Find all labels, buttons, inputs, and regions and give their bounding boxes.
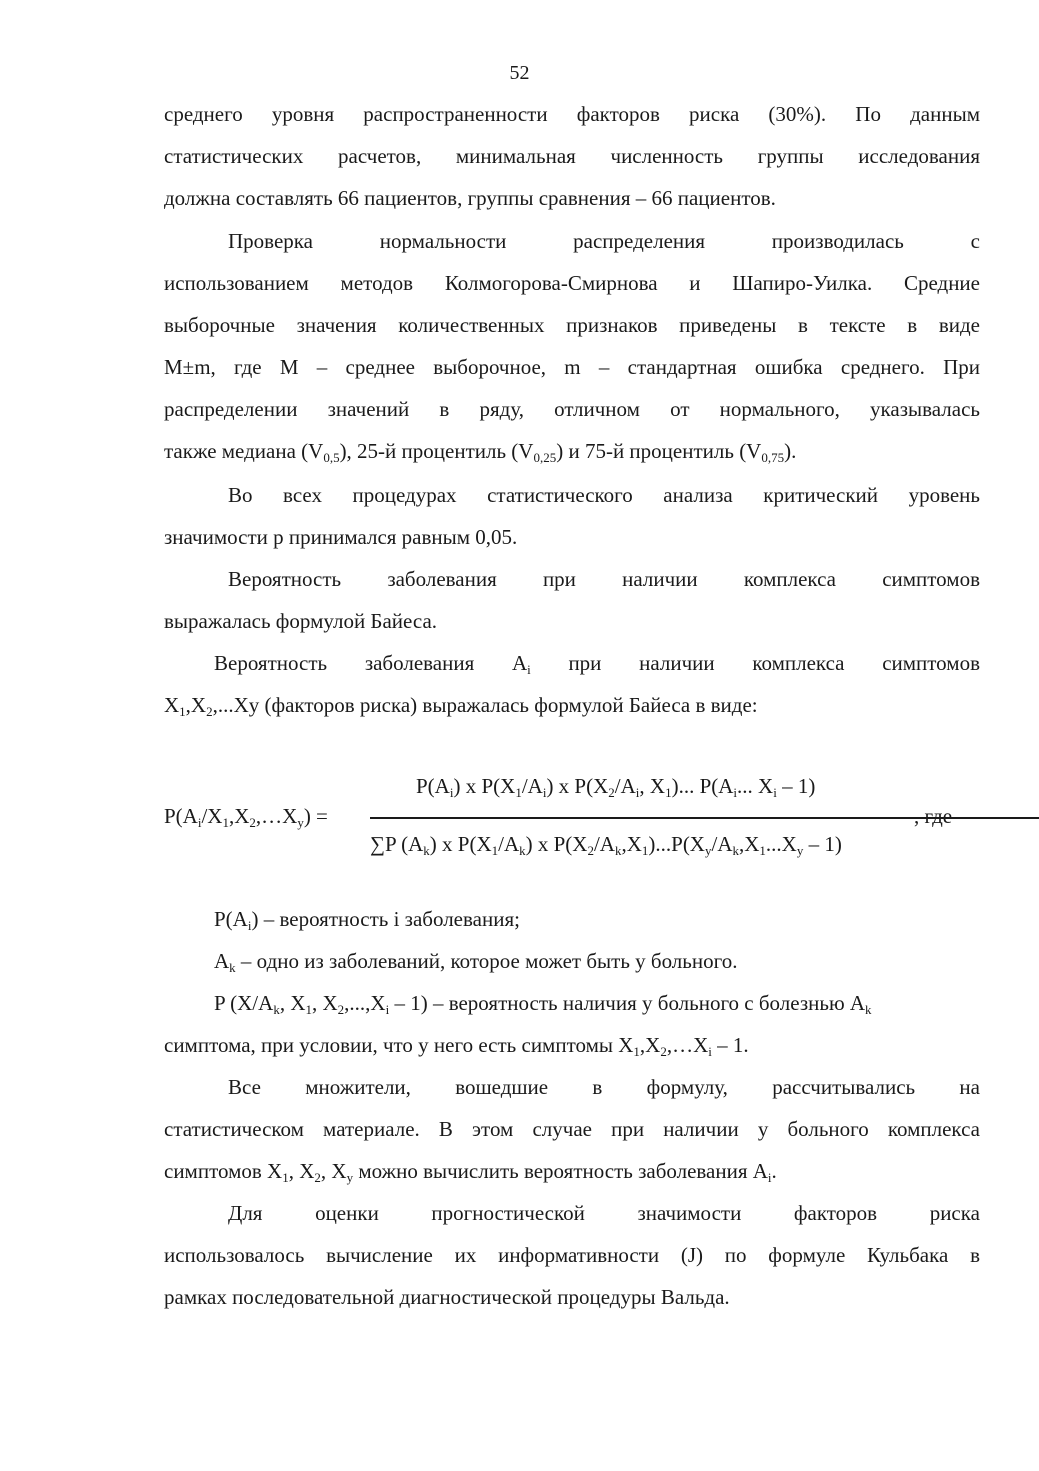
text-run: – 1) – вероятность наличия у больного с болезнью A: [389, 991, 866, 1015]
subscript: 2: [314, 1170, 321, 1185]
subscript: 2: [249, 815, 256, 830]
word: вошедшие: [455, 1075, 549, 1099]
subscript: k: [519, 843, 526, 858]
text-run: ,X: [639, 1033, 661, 1057]
text-line: [164, 135, 980, 177]
bayes-formula: [164, 770, 980, 866]
text-line: [164, 1192, 980, 1234]
text-run: – 1): [803, 832, 842, 856]
subscript: i: [527, 662, 531, 677]
text-run: симптома, при условии, что у него есть симптомы X: [164, 1033, 634, 1057]
text-line: использовалось вычисление их информативности (J) по формуле Кульбака в: [164, 1243, 980, 1267]
text-line: выборочные значения количественных признаков приведены в тексте в виде: [164, 313, 980, 337]
word: на: [959, 1075, 980, 1099]
word: Проверка: [228, 229, 313, 253]
word: значимости: [637, 1201, 742, 1225]
text-run: ,...Xy (факторов риска) выражалась формулой Байеса в виде:: [212, 693, 758, 717]
word: заболевания: [387, 567, 497, 591]
subscript: i: [449, 785, 454, 800]
subscript: 2: [206, 704, 213, 719]
text-run: можно вычислить вероятность заболевания A: [353, 1159, 768, 1183]
text-run: ).: [784, 439, 797, 463]
text-run: /A: [711, 832, 733, 856]
paragraph-7: [164, 1192, 980, 1318]
subscript: 1: [515, 785, 522, 800]
text-run: ∑P (A: [370, 832, 424, 856]
text-run: – одно из заболеваний, которое может быть у больного.: [235, 949, 738, 973]
word: в: [592, 1075, 603, 1099]
text-line: M±m, где М – среднее выборочное, m – стандартная ошибка среднего. При: [164, 355, 980, 379]
subscript: 1: [491, 843, 499, 858]
paragraph-1: [164, 93, 980, 219]
paragraph-2: [164, 220, 980, 472]
text-line: [164, 93, 980, 135]
subscript: i: [767, 1170, 772, 1185]
word: Все: [228, 1075, 261, 1099]
word: Вероятность: [214, 651, 328, 675]
text-run: ) и 75-й процентиль (V: [556, 439, 762, 463]
word: рассчитывались: [772, 1075, 916, 1099]
text-run: P(A: [164, 804, 198, 828]
text-line: [164, 642, 980, 684]
text-run: /A: [521, 774, 543, 798]
text-run: ,…X: [255, 804, 298, 828]
text-run: P (X/A: [214, 991, 274, 1015]
text-line: использованием методов Колмогорова-Смирнова и Шапиро-Уилка. Средние: [164, 271, 980, 295]
formula-lhs: [164, 804, 328, 829]
text-run: P(A: [214, 907, 248, 931]
subscript: k: [614, 843, 622, 858]
formula-numerator: [416, 774, 815, 799]
word: наличии: [639, 651, 715, 675]
text-line: рамках последовательной диагностической процедуры Вальда.: [164, 1285, 730, 1309]
text-run: ) – вероятность i заболевания;: [251, 907, 520, 931]
subscript: k: [732, 843, 739, 858]
text-run: )...P(X: [648, 832, 705, 856]
text-run: ) =: [303, 804, 328, 828]
text-line-content: статистических расчетов, минимальная численность группы исследования: [164, 144, 980, 168]
subscript: y: [704, 843, 712, 858]
subscript: i: [635, 785, 640, 800]
definition-line: [164, 898, 980, 940]
definitions: [164, 898, 980, 1066]
text-run: ) x P(X: [525, 832, 588, 856]
word: риска: [929, 1201, 980, 1225]
text-run: – 1): [776, 774, 816, 798]
paragraph-6: [164, 1066, 980, 1192]
text-run: , X: [288, 1159, 315, 1183]
text-run: ...X: [765, 832, 797, 856]
subscript: 1: [665, 785, 672, 800]
text-run: ), 25-й процентиль (V: [339, 439, 534, 463]
subscript: i: [733, 785, 738, 800]
subscript: 1: [305, 1002, 312, 1017]
text-run: ,X: [738, 832, 760, 856]
subscript: i: [385, 1002, 390, 1017]
word: оценки: [315, 1201, 379, 1225]
subscript: 1: [179, 704, 186, 719]
text-run: X: [164, 693, 180, 717]
subscript: 1: [641, 843, 649, 858]
text-line: [164, 1066, 980, 1108]
text-line: должна составлять 66 пациентов, группы сравнения – 66 пациентов.: [164, 186, 776, 210]
text-run: /A: [614, 774, 636, 798]
subscript: i: [197, 815, 202, 830]
paragraph-5: [164, 642, 980, 726]
word: при: [568, 651, 602, 675]
word: производилась: [771, 229, 904, 253]
word: формулу,: [646, 1075, 728, 1099]
subscript: y: [796, 843, 804, 858]
subscript: k: [229, 960, 236, 975]
subscript: 2: [337, 1002, 345, 1017]
text-line: распределении значений в ряду, отличном от нормального, указывалась: [164, 397, 980, 421]
subscript: i: [708, 1044, 712, 1059]
subscript: 1: [222, 815, 229, 830]
subscript: k: [865, 1002, 872, 1017]
text-run: /A: [498, 832, 520, 856]
text-run: ) x P(X: [546, 774, 609, 798]
subscript: k: [423, 843, 430, 858]
subscript: 0,25: [533, 450, 557, 465]
text-run: )... P(A: [671, 774, 734, 798]
text-line: значимости p принимался равным 0,05.: [164, 525, 518, 549]
subscript: k: [273, 1002, 280, 1017]
text-run: A: [214, 949, 230, 973]
text-run: P(A: [416, 774, 450, 798]
text-run: , X: [639, 774, 666, 798]
text-run: – 1.: [711, 1033, 749, 1057]
subscript: y: [297, 815, 304, 830]
text-run: также медиана (V: [164, 439, 324, 463]
text-run: , X: [311, 991, 338, 1015]
text-run: .: [771, 1159, 777, 1183]
word: заболевания: [364, 651, 475, 675]
text-line: статистическом материале. В этом случае при наличии у больного комплекса: [164, 1117, 980, 1141]
text-line: [164, 220, 980, 262]
definition-line: [164, 1024, 980, 1066]
formula-denominator: [370, 832, 842, 857]
word: [512, 642, 531, 684]
text-line: [164, 430, 980, 472]
text-run: /X: [201, 804, 223, 828]
subscript: i: [542, 785, 547, 800]
word: распределения: [573, 229, 706, 253]
text-run: ) x P(X: [453, 774, 516, 798]
subscript: y: [346, 1170, 354, 1185]
subscript: 1: [282, 1170, 289, 1185]
text-run: ,X: [185, 693, 207, 717]
word: комплекса: [743, 567, 836, 591]
paragraph-4: [164, 558, 980, 642]
text-run: , X: [279, 991, 306, 1015]
word: симптомов: [882, 567, 980, 591]
subscript: 0,5: [323, 450, 340, 465]
definition-line: [164, 940, 980, 982]
text-run: A: [511, 651, 528, 675]
subscript: 1: [633, 1044, 640, 1059]
word: с: [970, 229, 980, 253]
text-run: ,…X: [666, 1033, 709, 1057]
word: нормальности: [379, 229, 507, 253]
text-line: [164, 1150, 980, 1192]
text-line: [164, 684, 980, 726]
word: симптомов: [882, 651, 980, 675]
paragraph-3: [164, 474, 980, 558]
text-line: Во всех процедурах статистического анализа критический уровень: [228, 483, 980, 507]
text-line: [164, 558, 980, 600]
page-number: 52: [509, 62, 530, 84]
text-run: симптомов X: [164, 1159, 283, 1183]
text-run: ... X: [737, 774, 774, 798]
subscript: 1: [759, 843, 766, 858]
word: множители,: [305, 1075, 411, 1099]
definition-line: [164, 982, 980, 1024]
text-run: ,X: [228, 804, 250, 828]
word: комплекса: [752, 651, 845, 675]
word: факторов: [793, 1201, 878, 1225]
text-run: ,...,X: [344, 991, 386, 1015]
subscript: 2: [608, 785, 615, 800]
word: при: [542, 567, 576, 591]
word: Для: [228, 1201, 263, 1225]
text-line: выражалась формулой Байеса.: [164, 609, 438, 633]
text-run: , X: [320, 1159, 347, 1183]
word: наличии: [622, 567, 698, 591]
text-run: ) x P(X: [429, 832, 492, 856]
subscript: i: [247, 918, 252, 933]
text-run: /A: [593, 832, 615, 856]
text-run: ,X: [621, 832, 642, 856]
subscript: 2: [660, 1044, 667, 1059]
subscript: i: [773, 785, 777, 800]
word: прогностической: [431, 1201, 585, 1225]
subscript: 0,75: [761, 450, 785, 465]
subscript: 2: [587, 843, 594, 858]
text-line-content: среднего уровня распространенности факторов риска (30%). По данным: [164, 102, 980, 126]
word: Вероятность: [228, 567, 342, 591]
formula-where: , где: [914, 804, 953, 828]
